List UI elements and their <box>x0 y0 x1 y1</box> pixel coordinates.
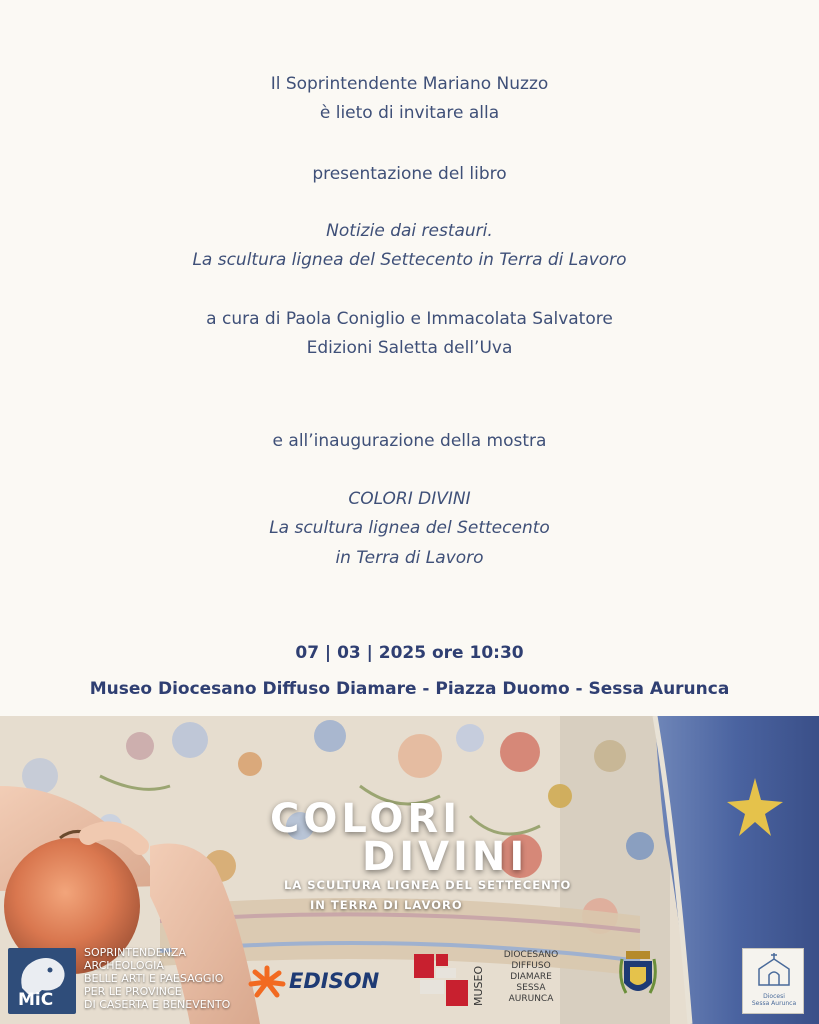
diocesi-logo <box>742 948 804 1014</box>
poster-subtitle-line-1: LA SCULTURA LIGNEA DEL SETTECENTO <box>284 878 572 892</box>
museo-line: AURUNCA <box>508 994 554 1004</box>
diocesi-line: Sessa Aurunca <box>751 1000 797 1007</box>
diocesi-text <box>743 993 805 1007</box>
edison-logo <box>245 964 380 1000</box>
invite-line-3: presentazione del libro <box>312 164 507 184</box>
soprintendenza-line: ARCHEOLOGIA <box>84 959 164 972</box>
museo-text <box>490 950 572 1005</box>
church-icon <box>743 949 805 993</box>
museo-word: MUSEO <box>472 965 485 1006</box>
soprintendenza-text <box>84 946 244 1011</box>
poster-title-line-2: DIVINI <box>362 834 529 880</box>
poster-title-line-1: COLORI <box>270 796 462 842</box>
soprintendenza-line: SOPRINTENDENZA <box>84 946 186 959</box>
diocesi-line: Diocesi <box>763 993 785 1000</box>
sessa-aurunca-crest-icon <box>618 949 658 1003</box>
museo-line: DIOCESANO <box>503 950 559 960</box>
museo-mark-icon <box>412 950 490 1010</box>
mic-logo <box>8 948 76 1014</box>
exhibition-title: COLORI DIVINI <box>348 489 471 509</box>
museo-diocesano-logo <box>412 950 572 1010</box>
soprintendenza-line: DI CASERTA E BENEVENTO <box>84 998 231 1011</box>
edison-sun-icon <box>245 964 289 1000</box>
museo-line: DIFFUSO <box>511 961 551 971</box>
book-title-line-2: La scultura lignea del Settecento in Terra di Lavoro <box>192 250 627 270</box>
soprintendenza-line: PER LE PROVINCE <box>84 985 182 998</box>
soprintendenza-line: BELLE ARTI E PAESAGGIO <box>84 972 224 985</box>
exhibition-intro: e all’inaugurazione della mostra <box>272 431 547 451</box>
book-title-line-1: Notizie dai restauri. <box>326 221 493 241</box>
edison-text: EDISON <box>289 969 380 993</box>
exhibition-poster <box>0 716 819 1024</box>
event-venue: Museo Diocesano Diffuso Diamare - Piazza Duomo - Sessa Aurunca <box>89 679 730 699</box>
museo-line: SESSA <box>516 983 546 993</box>
museo-line: DIAMARE <box>510 972 552 982</box>
exhibition-subtitle-1: La scultura lignea del Settecento <box>269 518 550 538</box>
event-date: 07 | 03 | 2025 ore 10:30 <box>295 643 524 663</box>
invite-line-2: è lieto di invitare alla <box>319 103 500 123</box>
poster-subtitle-line-2: IN TERRA DI LAVORO <box>310 898 463 912</box>
mic-text: MiC <box>18 990 54 1010</box>
publisher-line: Edizioni Saletta dell’Uva <box>306 338 513 358</box>
editors-line: a cura di Paola Coniglio e Immacolata Salvatore <box>206 309 613 329</box>
invite-line-1: Il Soprintendente Mariano Nuzzo <box>270 74 549 94</box>
exhibition-subtitle-2: in Terra di Lavoro <box>335 548 484 568</box>
